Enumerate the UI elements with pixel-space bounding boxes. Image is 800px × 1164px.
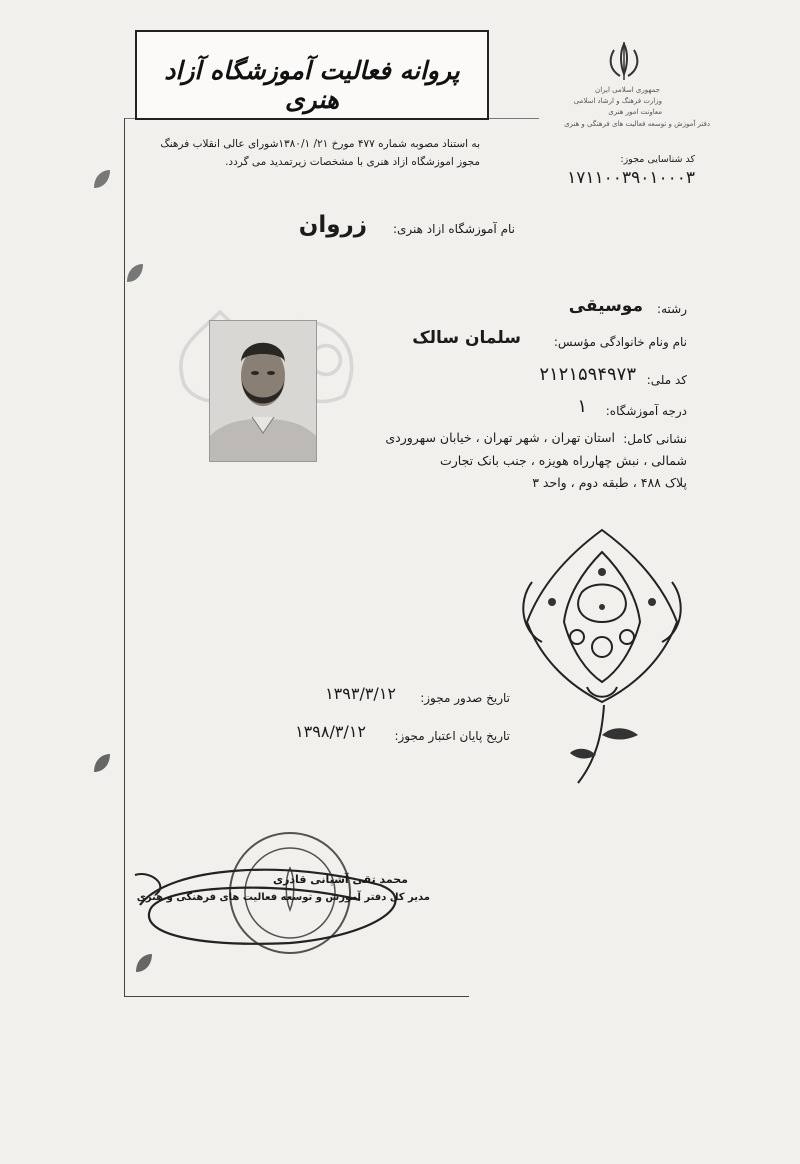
founder-label: نام ونام خانوادگی مؤسس: (553, 335, 687, 349)
leaf-ornament-icon (92, 752, 112, 774)
frame-bottom-line (124, 996, 469, 997)
rosette-ornament-icon (512, 522, 692, 712)
emblem-caption-1: جمهوری اسلامی ایران (595, 86, 660, 94)
founder-value: سلمان سالک (412, 328, 521, 348)
portrait-icon (210, 321, 316, 461)
license-id-label: کد شناسایی مجوز: (620, 154, 695, 165)
decree-line-1: به استناد مصوبه شماره ۴۷۷ مورخ ۲۱/ ۱۳۸۰/۱شورای عالی انقلاب فرهنگ (160, 138, 480, 150)
leaf-ornament-icon (92, 168, 112, 190)
founder-photo (209, 320, 317, 462)
license-id-value: ۱۷۱۱۰۰۳۹۰۱۰۰۰۳ (567, 168, 695, 188)
signatory-role: مدیر کل دفتر آموزش و توسعه فعالیت های فرهنگی و هنری (136, 892, 430, 903)
document-title: پروانه فعالیت آموزشگاه آزاد هنری (164, 56, 460, 114)
field-value: موسیقی (568, 296, 643, 316)
flower-stem-icon (568, 705, 648, 785)
national-id-value: ۲۱۲۱۵۹۴۹۷۳ (539, 364, 636, 385)
emblem-caption-2: وزارت فرهنگ و ارشاد اسلامی (573, 97, 662, 105)
iran-emblem-icon (602, 40, 646, 84)
school-name-value: زروان (298, 212, 367, 238)
frame-left-line (124, 118, 125, 996)
leaf-ornament-icon (134, 952, 154, 974)
school-name-label: نام آموزشگاه ازاد هنری: (392, 222, 515, 236)
national-id-label: کد ملی: (646, 373, 687, 387)
title-box (135, 30, 489, 120)
grade-label: درجه آموزشگاه: (605, 404, 687, 418)
decree-line-2: مجوز اموزشگاه ازاد هنری با مشخصات زیرتمدید می گردد. (225, 156, 480, 168)
issue-date-label: تاریخ صدور مجوز: (420, 691, 510, 705)
address-line-2: شمالی ، نبش چهارراه هویزه ، جنب بانک تجارت (439, 453, 687, 468)
address-line-3: پلاک ۴۸۸ ، طبقه دوم ، واحد ۳ (532, 475, 687, 490)
emblem-caption-4: دفتر آموزش و توسعه فعالیت های فرهنگی و هنری (564, 120, 710, 128)
expiry-date-value: ۱۳۹۸/۳/۱۲ (295, 722, 366, 741)
grade-value: ۱ (577, 396, 587, 417)
expiry-date-label: تاریخ پایان اعتبار مجوز: (394, 729, 510, 743)
field-label: رشته: (657, 302, 687, 316)
address-line-1: استان تهران ، شهر تهران ، خیابان سهروردی (385, 430, 615, 445)
signatory-name: محمد تقی آشپانی قادری (273, 873, 408, 886)
emblem-caption-3: معاونت امور هنری (608, 108, 662, 116)
address-label: نشانی کامل: (623, 432, 687, 446)
issue-date-value: ۱۳۹۳/۳/۱۲ (325, 684, 396, 703)
leaf-ornament-icon (125, 262, 145, 284)
